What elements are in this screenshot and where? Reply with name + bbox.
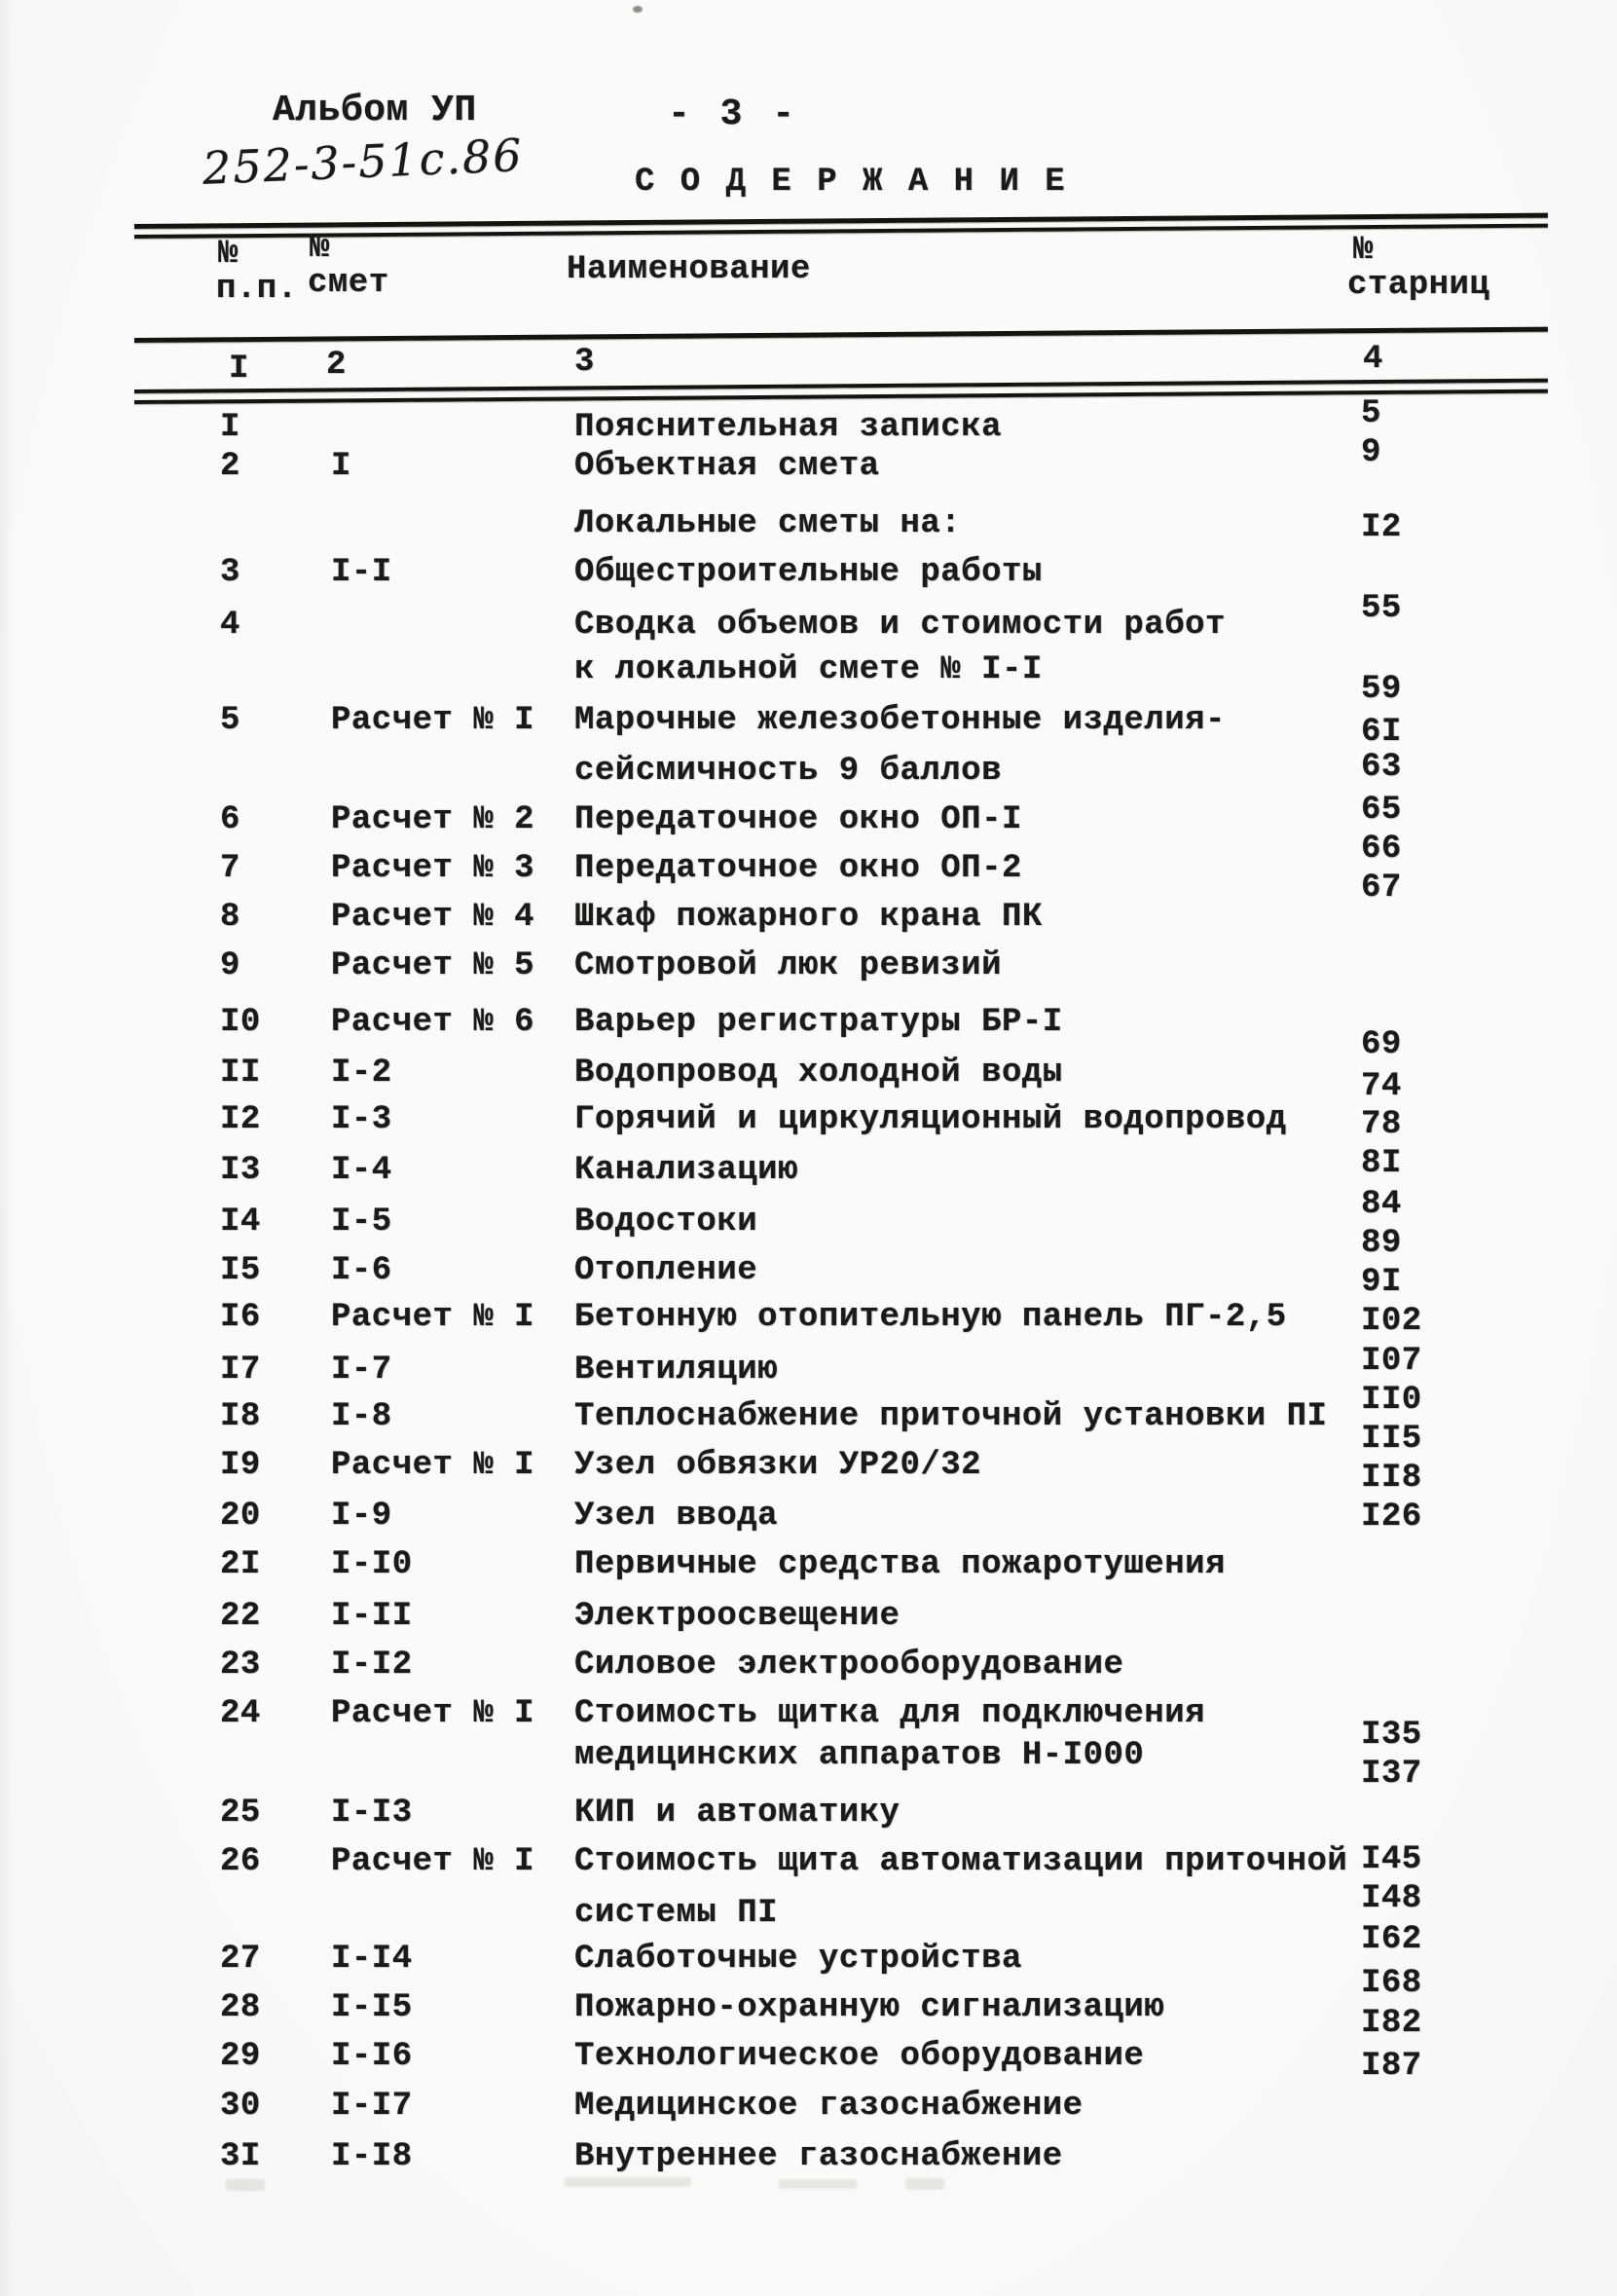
toc-row-index: 28	[220, 1989, 261, 2026]
toc-row-page-number: 9	[1361, 434, 1381, 471]
toc-row-index: I2	[220, 1101, 261, 1138]
toc-row-title: Передаточное окно ОП-I	[574, 801, 1022, 838]
column-index-smeta: 2	[326, 347, 347, 384]
toc-row-page-number: I35	[1361, 1717, 1422, 1754]
toc-row-index: 2I	[220, 1546, 261, 1583]
toc-row-index: I0	[220, 1004, 261, 1041]
toc-row-title: Сводка объемов и стоимости работ	[574, 607, 1226, 644]
toc-row-page-number: I62	[1361, 1921, 1422, 1958]
toc-row-estimate-number: I-I0	[331, 1546, 413, 1583]
scan-artifact-smudge	[226, 2179, 265, 2191]
toc-row-title: Локальные сметы на:	[574, 505, 962, 542]
column-index-name: 3	[574, 344, 595, 381]
toc-row-title: Силовое электрооборудование	[574, 1647, 1124, 1684]
toc-row-estimate-number: I	[331, 448, 351, 485]
toc-row-title: КИП и автоматику	[574, 1795, 900, 1832]
toc-row-page-number: 67	[1361, 870, 1402, 907]
toc-row-page-number: I48	[1361, 1880, 1422, 1917]
toc-row-page-number: II5	[1361, 1421, 1422, 1458]
toc-row-estimate-number: Расчет № 6	[331, 1004, 535, 1041]
toc-row-title: Первичные средства пожаротушения	[574, 1546, 1226, 1583]
toc-row-page-number: 78	[1361, 1106, 1402, 1143]
toc-row-title: Водостоки	[574, 1204, 758, 1241]
toc-row-index: I3	[220, 1152, 261, 1189]
toc-row-page-number: 5	[1361, 395, 1381, 432]
toc-row-page-number: I37	[1361, 1756, 1422, 1793]
toc-row-title: Узел ввода	[574, 1498, 779, 1535]
toc-row-page-number: I87	[1361, 2048, 1422, 2085]
toc-row-title: Бетонную отопительную панель ПГ-2,5	[574, 1299, 1287, 1336]
toc-row-title: медицинских аппаратов Н-I000	[574, 1737, 1145, 1774]
toc-row-estimate-number: I-8	[331, 1398, 392, 1435]
toc-row-index: I8	[220, 1398, 261, 1435]
toc-row-page-number: I2	[1361, 509, 1402, 546]
toc-row-estimate-number: Расчет № 2	[331, 801, 535, 838]
toc-row-title: Стоимость щита автоматизации приточной	[574, 1843, 1348, 1880]
toc-row-index: 24	[220, 1695, 261, 1732]
toc-row-page-number: I82	[1361, 2005, 1422, 2042]
toc-row-title: системы ПI	[574, 1895, 779, 1932]
toc-row-estimate-number: I-I2	[331, 1647, 413, 1684]
toc-row-estimate-number: I-3	[331, 1101, 392, 1138]
toc-row-estimate-number: I-I6	[331, 2038, 413, 2075]
toc-row-title: Технологическое оборудование	[574, 2038, 1145, 2075]
scan-artifact-smudge	[905, 2178, 944, 2190]
toc-row-title: Отопление	[574, 1252, 758, 1289]
toc-row-page-number: 55	[1361, 590, 1402, 627]
toc-row-estimate-number: I-4	[331, 1152, 392, 1189]
toc-row-title: Горячий и циркуляционный водопровод	[574, 1101, 1287, 1138]
toc-row-index: 25	[220, 1795, 261, 1832]
toc-row-title: Передаточное окно ОП-2	[574, 850, 1022, 887]
column-header-page-1: №	[1353, 232, 1374, 269]
toc-row-page-number: 8I	[1361, 1145, 1402, 1182]
toc-row-estimate-number: I-I3	[331, 1795, 413, 1832]
toc-row-estimate-number: I-7	[331, 1352, 392, 1389]
column-header-num-1: №	[218, 236, 239, 273]
toc-row-page-number: I45	[1361, 1841, 1422, 1878]
toc-row-title: Узел обвязки УР20/32	[574, 1447, 982, 1484]
toc-row-page-number: 69	[1361, 1026, 1402, 1063]
toc-row-index: I6	[220, 1299, 261, 1336]
toc-row-page-number: II0	[1361, 1382, 1422, 1419]
toc-row-page-number: I07	[1361, 1343, 1422, 1380]
toc-row-estimate-number: I-6	[331, 1252, 392, 1289]
toc-row-title: Марочные железобетонные изделия-	[574, 702, 1226, 739]
column-header-smeta-1: №	[310, 230, 330, 267]
column-header-page-2: старниц	[1347, 267, 1490, 304]
scan-artifact-dot	[633, 6, 643, 13]
toc-row-index: 9	[220, 947, 240, 984]
toc-row-title: Пояснительная записка	[574, 409, 1002, 446]
toc-row-page-number: 59	[1361, 671, 1402, 708]
toc-row-index: 23	[220, 1647, 261, 1684]
toc-row-title: Общестроительные работы	[574, 554, 1043, 591]
toc-row-index: 3I	[220, 2138, 261, 2175]
toc-row-estimate-number: I-9	[331, 1498, 392, 1535]
toc-row-index: 29	[220, 2038, 261, 2075]
toc-row-estimate-number: Расчет № 3	[331, 850, 535, 887]
toc-row-estimate-number: I-2	[331, 1055, 392, 1092]
toc-row-page-number: 65	[1361, 792, 1402, 829]
sheet-number: - 3 -	[668, 93, 799, 135]
scan-artifact-smudge	[779, 2179, 857, 2189]
toc-row-estimate-number: Расчет № 4	[331, 899, 535, 936]
toc-row-title: сейсмичность 9 баллов	[574, 753, 1002, 790]
toc-row-estimate-number: Расчет № I	[331, 1695, 535, 1732]
toc-row-page-number: II8	[1361, 1460, 1422, 1497]
toc-row-title: Стоимость щитка для подключения	[574, 1695, 1206, 1732]
toc-row-title: Водопровод холодной воды	[574, 1055, 1063, 1092]
toc-row-index: 26	[220, 1843, 261, 1880]
toc-row-title: к локальной смете № I-I	[574, 651, 1043, 688]
toc-row-estimate-number: I-I8	[331, 2138, 413, 2175]
toc-row-title: Электроосвещение	[574, 1598, 900, 1635]
toc-row-title: Вентиляцию	[574, 1352, 779, 1389]
toc-row-title: Шкаф пожарного крана ПК	[574, 899, 1043, 936]
toc-row-estimate-number: I-5	[331, 1204, 392, 1241]
toc-row-estimate-number: Расчет № I	[331, 1299, 535, 1336]
toc-row-index: 5	[220, 702, 240, 739]
toc-row-page-number: 89	[1361, 1225, 1402, 1262]
toc-row-estimate-number: I-I4	[331, 1941, 413, 1978]
toc-row-page-number: 63	[1361, 749, 1402, 786]
toc-row-page-number: 66	[1361, 831, 1402, 868]
toc-row-index: 7	[220, 850, 240, 887]
toc-row-page-number: 9I	[1361, 1264, 1402, 1301]
toc-row-estimate-number: Расчет № I	[331, 702, 535, 739]
toc-row-page-number: 6I	[1361, 714, 1402, 751]
toc-row-title: Пожарно-охранную сигнализацию	[574, 1989, 1165, 2026]
toc-row-index: I4	[220, 1204, 261, 1241]
toc-row-estimate-number: Расчет № I	[331, 1843, 535, 1880]
toc-row-index: I5	[220, 1252, 261, 1289]
toc-row-title: Варьер регистратуры БР-I	[574, 1004, 1063, 1041]
toc-row-index: I	[220, 409, 240, 446]
toc-row-index: 3	[220, 554, 240, 591]
toc-row-page-number: I02	[1361, 1303, 1422, 1340]
column-index-num: I	[229, 351, 249, 388]
toc-row-title: Канализацию	[574, 1152, 798, 1189]
toc-row-estimate-number: I-II	[331, 1598, 413, 1635]
toc-row-index: 8	[220, 899, 240, 936]
toc-row-title: Смотровой люк ревизий	[574, 947, 1002, 984]
toc-row-page-number: 74	[1361, 1068, 1402, 1105]
toc-row-estimate-number: Расчет № 5	[331, 947, 535, 984]
column-header-num-2: п.п.	[216, 271, 298, 308]
toc-row-index: 4	[220, 607, 240, 644]
project-code-handwritten: 252-3-51с.86	[202, 129, 525, 195]
album-label: Альбом УП	[273, 90, 477, 131]
toc-row-title: Слаботочные устройства	[574, 1941, 1022, 1978]
toc-row-index: I7	[220, 1352, 261, 1389]
toc-row-estimate-number: I-I	[331, 554, 392, 591]
column-header-smeta-2: смет	[308, 265, 389, 302]
toc-row-title: Теплоснабжение приточной установки ПI	[574, 1398, 1328, 1435]
toc-row-estimate-number: Расчет № I	[331, 1447, 535, 1484]
column-index-page: 4	[1363, 341, 1383, 378]
toc-row-title: Внутреннее газоснабжение	[574, 2138, 1063, 2175]
toc-row-page-number: I26	[1361, 1499, 1422, 1536]
table-rule-header	[134, 327, 1548, 343]
toc-row-estimate-number: I-I5	[331, 1989, 413, 2026]
toc-row-page-number: I68	[1361, 1965, 1422, 2002]
toc-row-index: 22	[220, 1598, 261, 1635]
toc-row-index: 30	[220, 2088, 261, 2125]
toc-row-estimate-number: I-I7	[331, 2088, 413, 2125]
toc-row-title: Медицинское газоснабжение	[574, 2088, 1084, 2125]
toc-row-title: Объектная смета	[574, 448, 880, 485]
toc-row-index: I9	[220, 1447, 261, 1484]
toc-row-index: 2	[220, 448, 240, 485]
toc-row-index: 6	[220, 801, 240, 838]
toc-row-page-number: 84	[1361, 1186, 1402, 1223]
scan-artifact-smudge	[565, 2177, 691, 2187]
contents-title: С О Д Е Р Ж А Н И Е	[635, 164, 1068, 201]
toc-row-index: II	[220, 1055, 261, 1092]
toc-row-index: 27	[220, 1941, 261, 1978]
column-header-name: Наименование	[567, 251, 811, 288]
toc-row-index: 20	[220, 1498, 261, 1535]
